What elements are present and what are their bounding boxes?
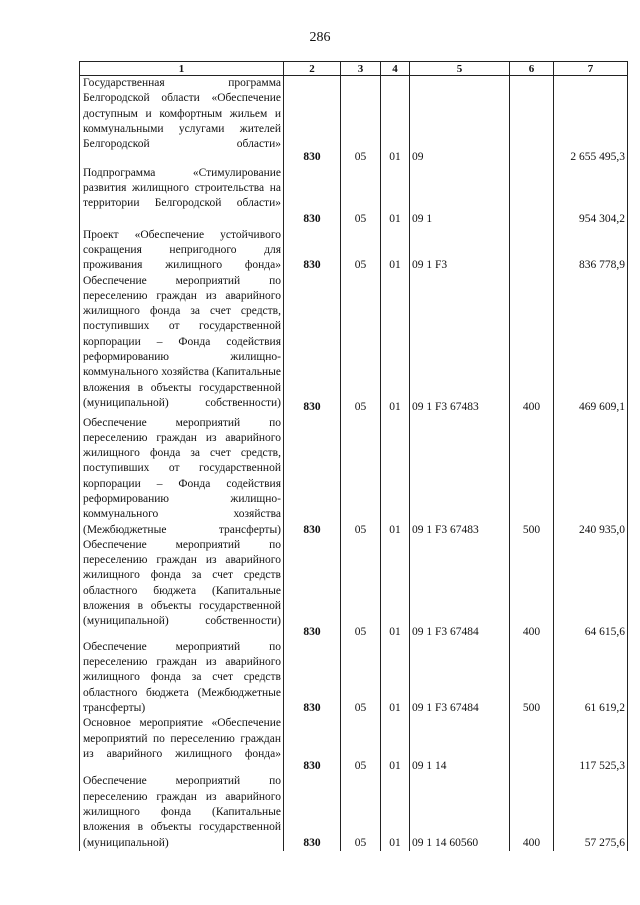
row-name: Обеспечение мероприятий по переселению граждан из аварийного жилищного фонда за счет средств областного бюджета (Межбюджетные трансферты) [80, 640, 284, 716]
row-name: Обеспечение мероприятий по переселению граждан из аварийного жилищного фонда (Капитальные вложения в объекты государственной (муниципальной) [80, 774, 284, 850]
target-article-code: 09 1 F3 67484 [410, 538, 510, 640]
column-header: 3 [341, 62, 381, 76]
target-article-code: 09 1 F3 67483 [410, 274, 510, 416]
amount: 117 525,3 [554, 716, 628, 774]
subsection-code: 01 [381, 228, 410, 274]
expense-type-code [510, 228, 554, 274]
table-row [80, 228, 628, 274]
section-code: 05 [341, 774, 381, 850]
subsection-code: 01 [381, 538, 410, 640]
column-header: 4 [381, 62, 410, 76]
subsection-code: 01 [381, 166, 410, 228]
section-code: 05 [341, 228, 381, 274]
row-name: Обеспечение мероприятий по переселению граждан из аварийного жилищного фонда за счет средств, поступивших от государственной корпорации – Фонда содействия реформированию жилищно-коммунального хозяйства (Капитальные вложения в объекты государственной (муниципальной) собственности) [80, 274, 284, 416]
budget-table [79, 61, 628, 851]
target-article-code: 09 1 [410, 166, 510, 228]
column-header: 7 [554, 62, 628, 76]
table-row [80, 538, 628, 640]
ministry-code: 830 [284, 166, 341, 228]
table-row [80, 416, 628, 538]
section-code: 05 [341, 538, 381, 640]
subsection-code: 01 [381, 416, 410, 538]
target-article-code: 09 [410, 76, 510, 166]
expense-type-code: 400 [510, 274, 554, 416]
target-article-code: 09 1 F3 67483 [410, 416, 510, 538]
row-name: Обеспечение мероприятий по переселению граждан из аварийного жилищного фонда за счет средств, поступивших от государственной корпорации – Фонда содействия реформированию жилищно-коммунального хозяйства (Межбюджетные трансферты) [80, 416, 284, 538]
subsection-code: 01 [381, 774, 410, 850]
amount: 2 655 495,3 [554, 76, 628, 166]
expense-type-code: 500 [510, 416, 554, 538]
ministry-code: 830 [284, 774, 341, 850]
table-row [80, 640, 628, 716]
expense-type-code: 500 [510, 640, 554, 716]
section-code: 05 [341, 166, 381, 228]
expense-type-code: 400 [510, 538, 554, 640]
amount: 469 609,1 [554, 274, 628, 416]
row-name: Проект «Обеспечение устойчивого сокращения непригодного для проживания жилищного фонда» [80, 228, 284, 274]
ministry-code: 830 [284, 716, 341, 774]
ministry-code: 830 [284, 416, 341, 538]
column-header: 2 [284, 62, 341, 76]
column-header: 5 [410, 62, 510, 76]
subsection-code: 01 [381, 716, 410, 774]
ministry-code: 830 [284, 274, 341, 416]
section-code: 05 [341, 274, 381, 416]
target-article-code: 09 1 14 [410, 716, 510, 774]
amount: 954 304,2 [554, 166, 628, 228]
section-code: 05 [341, 640, 381, 716]
row-name: Государственная программа Белгородской области «Обеспечение доступным и комфортным жильем и коммунальными услугами жителей Белгородской области» [80, 76, 284, 166]
ministry-code: 830 [284, 640, 341, 716]
section-code: 05 [341, 416, 381, 538]
table-row [80, 76, 628, 166]
section-code: 05 [341, 76, 381, 166]
target-article-code: 09 1 F3 67484 [410, 640, 510, 716]
amount: 836 778,9 [554, 228, 628, 274]
subsection-code: 01 [381, 640, 410, 716]
amount: 61 619,2 [554, 640, 628, 716]
target-article-code: 09 1 14 60560 [410, 774, 510, 850]
expense-type-code [510, 166, 554, 228]
table-row [80, 166, 628, 228]
table-row [80, 774, 628, 850]
ministry-code: 830 [284, 76, 341, 166]
ministry-code: 830 [284, 228, 341, 274]
amount: 64 615,6 [554, 538, 628, 640]
subsection-code: 01 [381, 76, 410, 166]
expense-type-code: 400 [510, 774, 554, 850]
row-name: Основное мероприятие «Обеспечение мероприятий по переселению граждан из аварийного жилищного фонда» [80, 716, 284, 774]
target-article-code: 09 1 F3 [410, 228, 510, 274]
amount: 240 935,0 [554, 416, 628, 538]
amount: 57 275,6 [554, 774, 628, 850]
row-name: Обеспечение мероприятий по переселению граждан из аварийного жилищного фонда за счет средств областного бюджета (Капитальные вложения в объекты государственной (муниципальной) собственности) [80, 538, 284, 640]
table-header-row [80, 62, 628, 76]
table-row [80, 716, 628, 774]
column-header: 1 [80, 62, 284, 76]
section-code: 05 [341, 716, 381, 774]
row-name: Подпрограмма «Стимулирование развития жилищного строительства на территории Белгородской области» [80, 166, 284, 228]
table-row [80, 274, 628, 416]
expense-type-code [510, 76, 554, 166]
column-header: 6 [510, 62, 554, 76]
expense-type-code [510, 716, 554, 774]
subsection-code: 01 [381, 274, 410, 416]
page-number: 286 [309, 30, 331, 45]
ministry-code: 830 [284, 538, 341, 640]
